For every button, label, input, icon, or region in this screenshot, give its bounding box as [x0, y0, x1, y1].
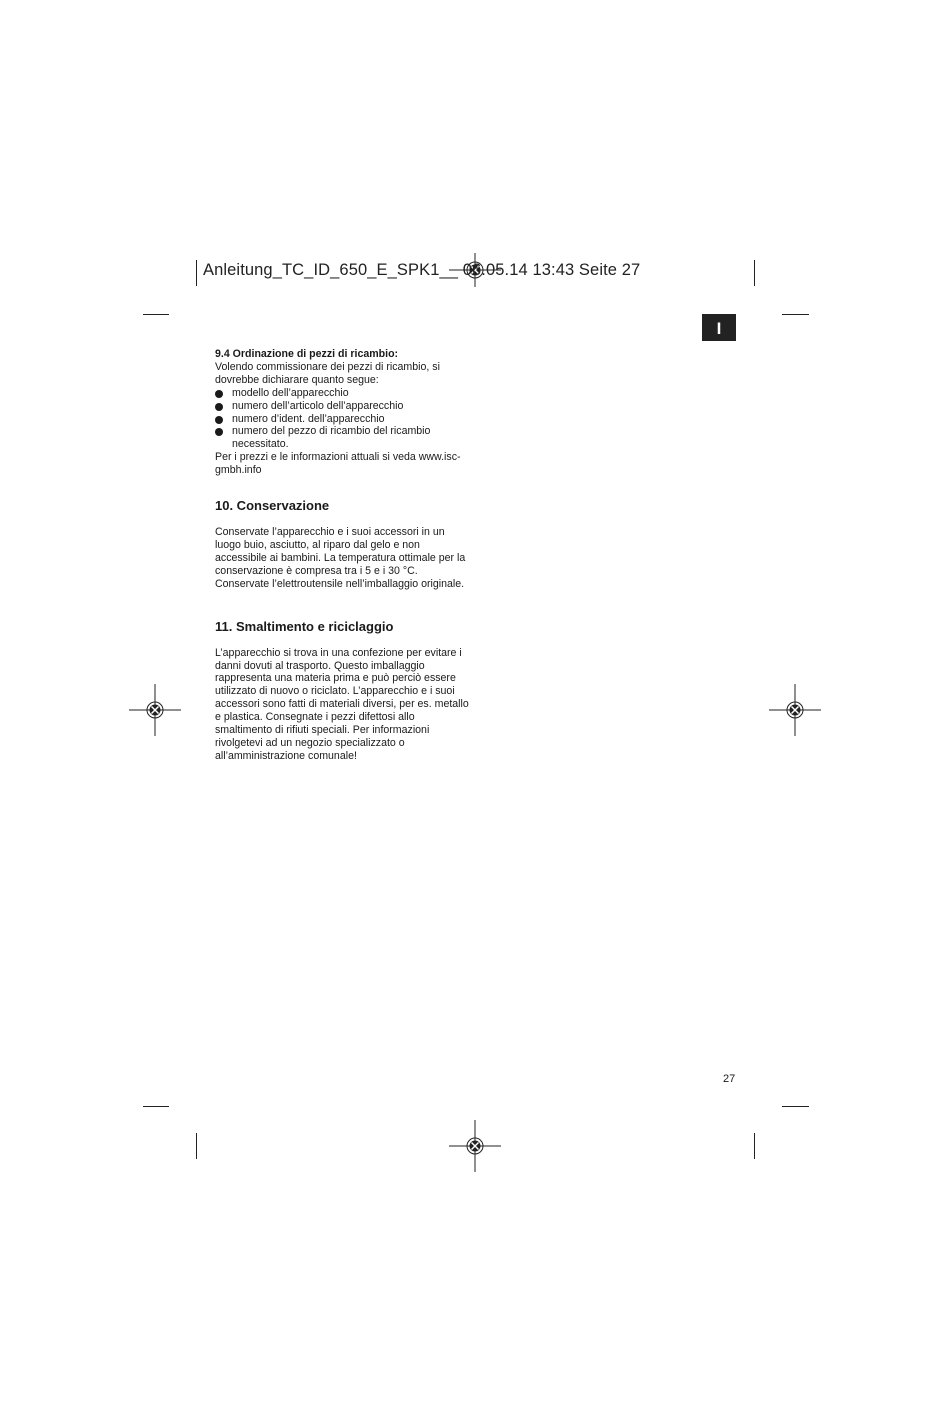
list-item-text: modello dell’apparecchio [232, 386, 349, 399]
list-item [215, 387, 470, 400]
registration-mark-left-icon [129, 684, 181, 736]
language-tab: I [702, 314, 736, 341]
section-9-4-title: 9.4 Ordinazione di pezzi di ricambio: [215, 348, 399, 360]
crop-mark-top-right-horizontal [782, 314, 809, 315]
crop-mark-bottom-left-horizontal [143, 1106, 169, 1107]
list-item-text: numero d’ident. dell’apparecchio [232, 412, 385, 425]
bullet-icon [215, 428, 223, 436]
section-9-4-intro: Volendo commissionare dei pezzi di ricambio, si dovrebbe dichiarare quanto segue: [215, 360, 440, 386]
crop-mark-top-right-vertical [754, 260, 755, 286]
list-item-text: numero del pezzo di ricambio del ricambio necessitato. [232, 425, 431, 451]
spare-part-info-list [215, 387, 470, 452]
crop-mark-bottom-right-vertical [754, 1133, 755, 1159]
bullet-icon [215, 390, 223, 398]
page-content [215, 348, 470, 763]
section-11-body: L’apparecchio si trova in una confezione per evitare i danni dovuti al trasporto. Questo imballaggio rappresenta una materia prima e può perciò essere utilizzato di nuovo o riciclato. L’apparecchio e i suoi accessori sono fatti di materiali diversi, per es. metallo e plastica. Consegnate i pezzi difettosi allo smaltimento di rifiuti speciali. Per informazioni rivolgetevi ad un negozio specializzato o all’amministrazione comunale! [215, 646, 469, 762]
registration-mark-right-icon [769, 684, 821, 736]
list-item [215, 425, 470, 451]
section-9-4-outro: Per i prezzi e le informazioni attuali si veda www.isc-gmbh.info [215, 451, 461, 477]
section-11-heading: 11. Smaltimento e riciclaggio [215, 618, 394, 634]
section-10-body: Conservate l’apparecchio e i suoi accessori in un luogo buio, asciutto, al riparo dal gelo e non accessibile ai bambini. La temperatura ottimale per la conservazione è compresa tra i 5 e i 30 °C. Conservate l’elettroutensile nell’imballaggio originale. [215, 526, 466, 590]
list-item [215, 413, 470, 426]
list-item [215, 400, 470, 413]
bullet-icon [215, 416, 223, 424]
print-slug-header: Anleitung_TC_ID_650_E_SPK1__ 06.05.14 13:43 Seite 27 [203, 261, 641, 279]
crop-mark-bottom-left-vertical [196, 1133, 197, 1159]
bullet-icon [215, 403, 223, 411]
section-10-heading: 10. Conservazione [215, 498, 330, 514]
crop-mark-top-left-horizontal [143, 314, 169, 315]
crop-mark-top-left-vertical [196, 260, 197, 286]
section-10 [215, 498, 470, 591]
section-9-4 [215, 348, 470, 477]
list-item-text: numero dell’articolo dell’apparecchio [232, 399, 404, 412]
registration-mark-bottom-icon [449, 1120, 501, 1172]
section-11 [215, 619, 470, 763]
crop-mark-bottom-right-horizontal [782, 1106, 809, 1107]
page-number: 27 [723, 1073, 736, 1085]
